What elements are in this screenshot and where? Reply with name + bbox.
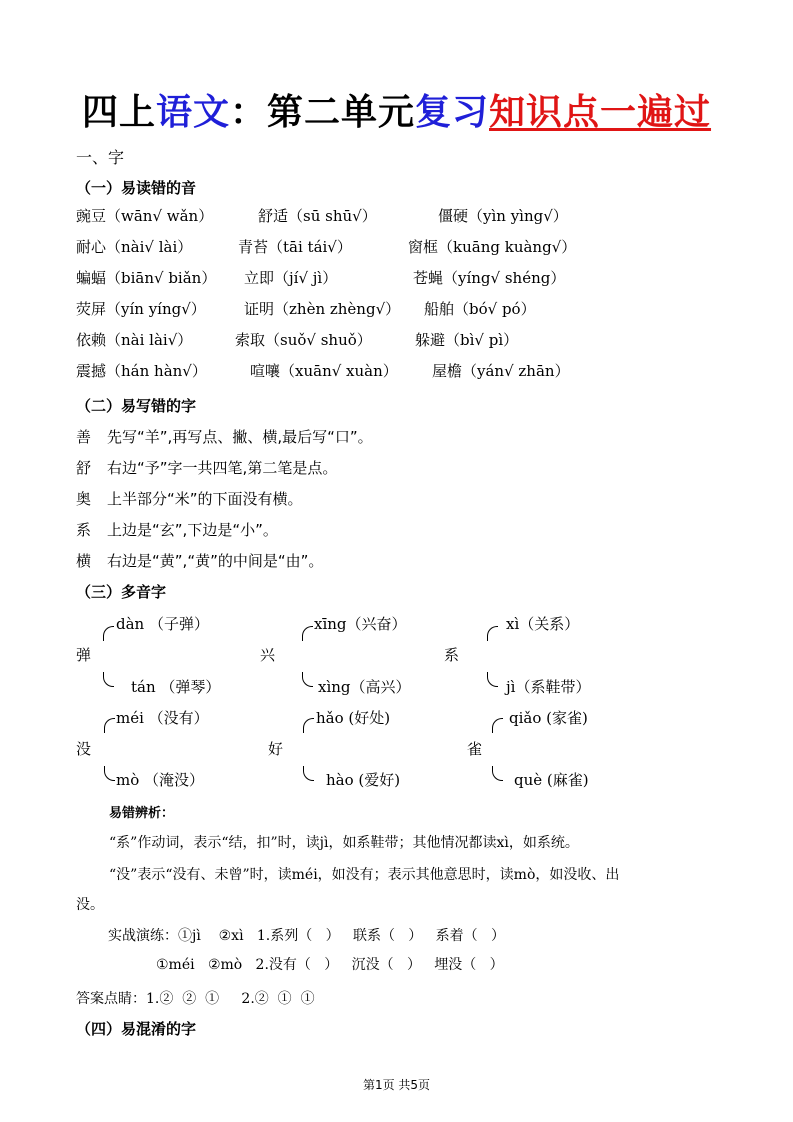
polyphone-char: 系 [444, 646, 460, 664]
practice-line-1: 实战演练：①jì ②xì 1.系列（ ） 联系（ ） 系着（ ） [108, 928, 506, 944]
polyphone-char: 兴 [260, 646, 276, 664]
pron-cell: 豌豆（wān√ wǎn） [76, 207, 214, 225]
polyphone-bottom: jì（系鞋带） [506, 678, 591, 696]
title-part-2: 语文 [155, 92, 230, 133]
brace-top [104, 718, 115, 733]
page-footer: 第1页 共5页 [362, 1078, 431, 1092]
polyphone-char: 好 [268, 740, 284, 758]
brace-top [487, 626, 498, 641]
brace-bottom [492, 766, 503, 781]
brace-bottom [487, 672, 498, 687]
polyphone-bottom: tán （弹琴） [131, 678, 221, 696]
polyphone-bottom: què (麻雀) [514, 771, 589, 789]
polyphone-top: qiǎo (家雀) [509, 709, 588, 727]
pron-cell: 证明（zhèn zhèng√） [244, 300, 401, 318]
polyphone-top: xì（关系） [506, 615, 580, 633]
analysis-paragraph-2-end: 没。 [76, 897, 104, 913]
polyphone-top: hǎo (好处) [316, 709, 391, 727]
pron-cell: 依赖（nài lài√） [76, 331, 193, 349]
item-desc: 先写“羊”,再写点、撇、横,最后写“口”。 [107, 428, 373, 446]
list-item [76, 488, 303, 509]
pron-cell: 船舶（bó√ pó） [424, 300, 536, 318]
list-item [76, 426, 373, 447]
item-desc: 上边是“玄”,下边是“小”。 [107, 521, 278, 539]
brace-bottom [103, 672, 114, 687]
item-char: 横 [76, 552, 92, 570]
subsection-heading-confusing: （四）易混淆的字 [76, 1020, 197, 1038]
polyphone-bottom: mò （淹没） [116, 771, 205, 789]
item-desc: 右边是“黄”,“黄”的中间是“由”。 [107, 552, 324, 570]
practice-line-2: ①méi ②mò 2.没有（ ） 沉没（ ） 埋没（ ） [156, 957, 504, 973]
pron-cell: 立即（jí√ jì） [244, 269, 338, 287]
polyphone-top: méi （没有） [116, 709, 209, 727]
answer-line: 答案点睛：1.② ② ① 2.② ① ① [76, 991, 315, 1007]
brace-top [103, 626, 114, 641]
pron-cell: 舒适（sū shū√） [258, 207, 377, 225]
item-char: 善 [76, 428, 92, 446]
polyphone-top: xīng（兴奋） [314, 615, 407, 633]
title-part-5: 知识点一遍过 [489, 92, 712, 133]
list-item [76, 457, 337, 478]
item-char: 系 [76, 521, 92, 539]
pron-cell: 屋檐（yán√ zhān） [432, 362, 570, 380]
list-item [76, 550, 323, 571]
polyphone-bottom: xìng（高兴） [318, 678, 411, 696]
pron-cell: 荧屏（yín yíng√） [76, 300, 206, 318]
list-item [76, 519, 278, 540]
brace-top [302, 626, 313, 641]
pron-cell: 苍蝇（yíng√ shéng） [413, 269, 566, 287]
item-desc: 右边“予”字一共四笔,第二笔是点。 [107, 459, 338, 477]
pron-cell: 索取（suǒ√ shuǒ） [235, 331, 372, 349]
analysis-paragraph-1: “系”作动词，表示“结，扣”时，读jì，如系鞋带；其他情况都读xì，如系统。 [109, 835, 579, 851]
brace-bottom [302, 672, 313, 687]
pron-cell: 蝙蝠（biān√ biǎn） [76, 269, 217, 287]
item-desc: 上半部分“米”的下面没有横。 [107, 490, 303, 508]
polyphone-bottom: hào (爱好) [326, 771, 401, 789]
polyphone-char: 弹 [76, 646, 92, 664]
subsection-heading-writing: （二）易写错的字 [76, 397, 197, 415]
brace-bottom [303, 766, 314, 781]
title-part-4: 复习 [415, 92, 490, 133]
analysis-heading: 易错辨析： [109, 806, 175, 821]
pron-cell: 震撼（hán hàn√） [76, 362, 207, 380]
polyphone-top: dàn （子弹） [116, 615, 209, 633]
pron-cell: 僵硬（yìn yìng√） [438, 207, 568, 225]
title-part-1: 四上 [81, 92, 156, 133]
item-char: 奥 [76, 490, 92, 508]
title-part-3: ：第二单元 [229, 92, 415, 133]
subsection-heading-polyphones: （三）多音字 [76, 583, 167, 601]
pron-cell: 躲避（bì√ pì） [415, 331, 519, 349]
subsection-heading-pronunciation: （一）易读错的音 [76, 179, 197, 197]
page-title [0, 84, 793, 135]
polyphone-char: 没 [76, 740, 92, 758]
pron-cell: 青苔（tāi tái√） [238, 238, 352, 256]
pron-cell: 耐心（nài√ lài） [76, 238, 193, 256]
item-char: 舒 [76, 459, 92, 477]
section-heading-characters: 一、字 [76, 148, 125, 167]
brace-top [492, 718, 503, 733]
polyphone-char: 雀 [467, 740, 483, 758]
pron-cell: 窗框（kuāng kuàng√） [408, 238, 577, 256]
brace-bottom [104, 766, 115, 781]
analysis-paragraph-2: “没”表示“没有、未曾”时，读méi，如没有；表示其他意思时，读mò，如没收、出 [109, 867, 620, 883]
pron-cell: 喧嚷（xuān√ xuàn） [250, 362, 398, 380]
brace-top [303, 718, 314, 733]
